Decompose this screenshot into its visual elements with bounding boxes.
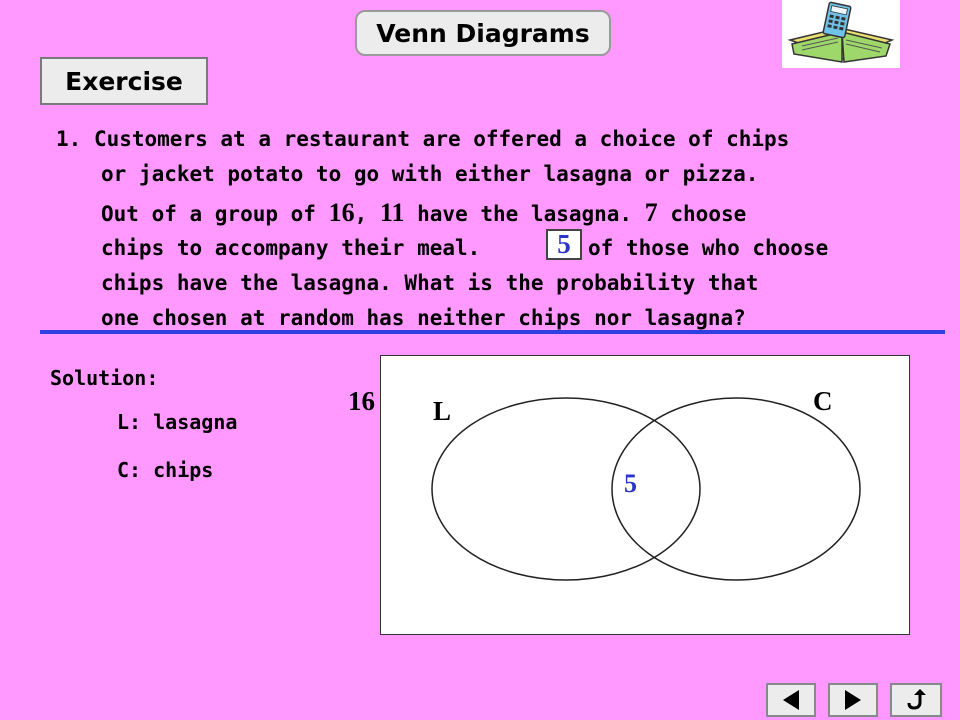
- triangle-left-icon: [781, 689, 801, 711]
- question-line-4b: [588, 236, 828, 260]
- page-title-text: Venn Diagrams: [376, 18, 590, 48]
- lasagna-count: 11: [379, 198, 405, 227]
- set-l-label: L: [433, 396, 452, 426]
- circle-l: [432, 398, 700, 580]
- chips-count: 7: [644, 198, 658, 227]
- question-line-5: [101, 271, 758, 295]
- question-text-5: chips have the lasagna. What is the probability that: [101, 271, 759, 295]
- question-text-6: one chosen at random has neither chips nor lasagna?: [101, 306, 746, 330]
- question-text-1: Customers at a restaurant are offered a choice of chips: [93, 127, 790, 151]
- solution-heading: Solution:: [50, 366, 159, 390]
- question-line-6: [101, 306, 746, 330]
- divider-line: [40, 330, 945, 334]
- venn-total-label: 16: [348, 386, 375, 416]
- intersection-value: 5: [624, 469, 637, 498]
- total-count: 16: [328, 198, 355, 227]
- venn-diagram: [380, 355, 910, 635]
- question-number: 1.: [56, 127, 82, 151]
- question-text-4b: of those who choose: [588, 236, 829, 260]
- circle-c: [612, 398, 860, 580]
- answer-value: 5: [557, 229, 571, 259]
- question-line-1: [56, 127, 789, 151]
- question-text-2: or jacket potato to go with either lasagna or pizza.: [101, 162, 759, 186]
- question-line-3: [101, 198, 746, 228]
- section-label-text: Exercise: [65, 66, 183, 96]
- question-text-4a: chips to accompany their meal.: [101, 236, 481, 260]
- next-button[interactable]: [828, 683, 878, 717]
- prev-button[interactable]: [766, 683, 816, 717]
- page-title: [355, 10, 611, 56]
- set-c-label: C: [813, 386, 833, 416]
- question-line-4a: [101, 236, 480, 260]
- answer-box[interactable]: [546, 229, 582, 260]
- question-line-2: [101, 162, 758, 186]
- section-label: [40, 57, 208, 105]
- return-button[interactable]: [890, 683, 942, 717]
- return-arrow-icon: [904, 688, 928, 712]
- question-text-3d: choose: [670, 202, 747, 226]
- book-icon: [782, 0, 900, 68]
- question-text-3b: ,: [354, 202, 368, 226]
- key-lasagna: L: lasagna: [117, 410, 238, 434]
- question-text-3c: have the lasagna.: [417, 202, 633, 226]
- key-chips: C: chips: [117, 458, 214, 482]
- triangle-right-icon: [843, 689, 863, 711]
- question-text-3a: Out of a group of: [101, 202, 316, 226]
